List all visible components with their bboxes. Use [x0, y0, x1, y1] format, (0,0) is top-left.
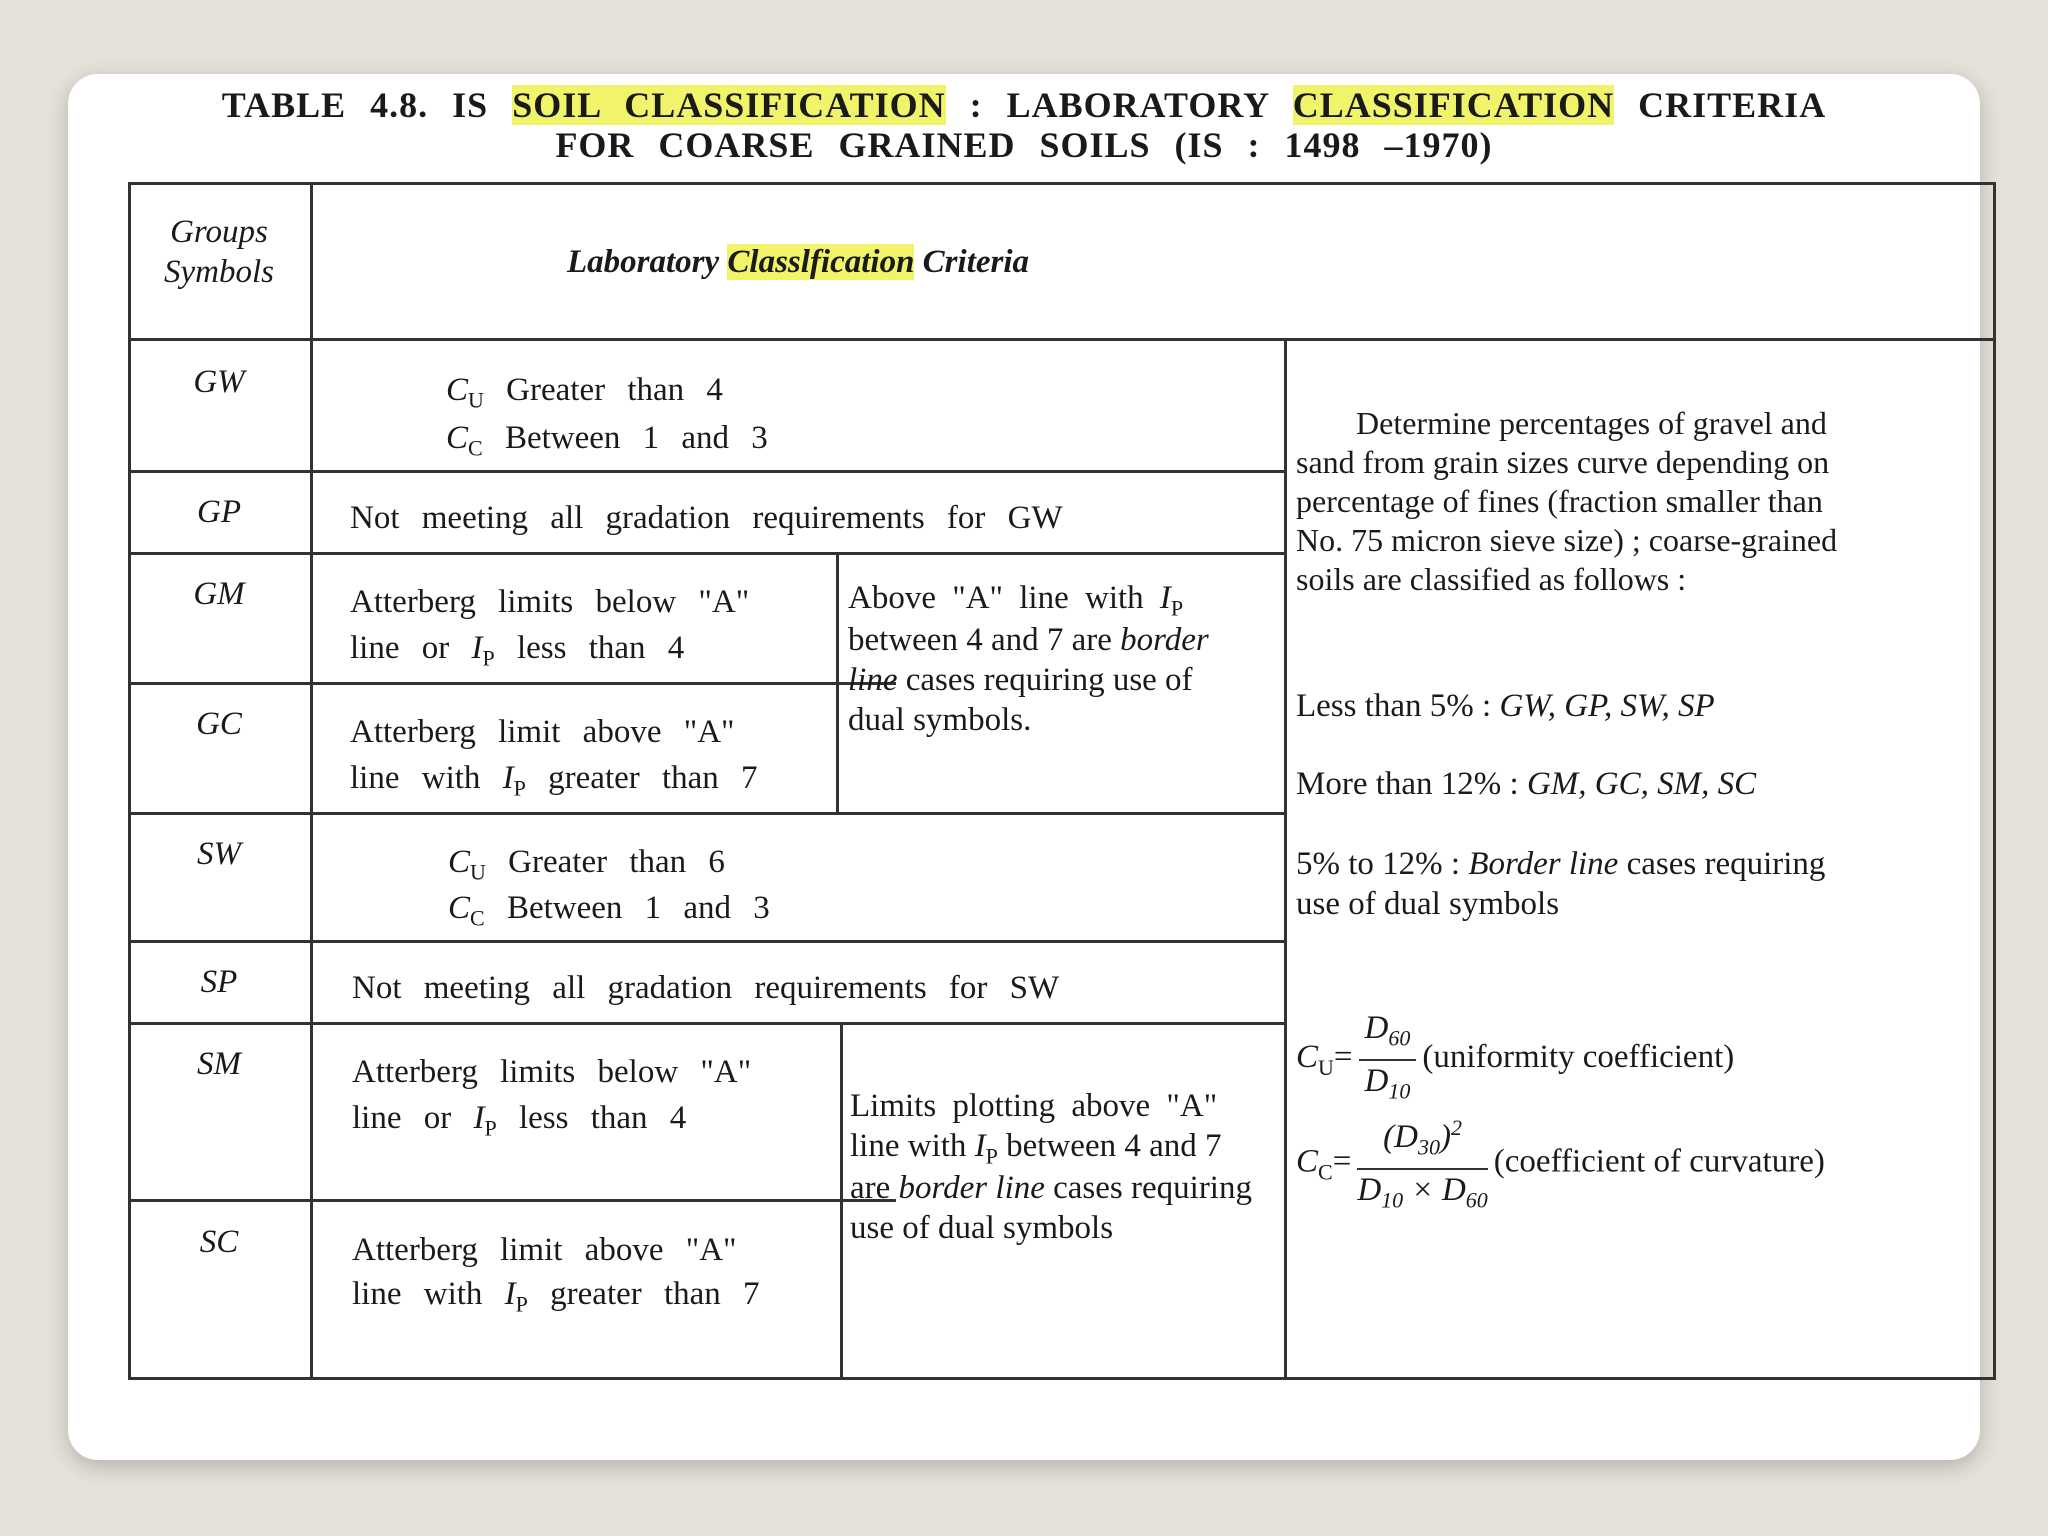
fines-borderline-line-1: 5% to 12% : Border line cases requiring: [1296, 846, 1826, 882]
row-gc-symbol: GC: [196, 706, 242, 742]
row-sc-line1: Atterberg limit above "A": [352, 1232, 737, 1268]
table-title-line-1: TABLE 4.8. IS SOIL CLASSIFICATION : LABORATORY CLASSIFICATION CRITERIA: [221, 85, 1827, 125]
gravel-borderline-note-4: dual symbols.: [848, 702, 1032, 738]
right-panel-intro: Determine percentages of gravel and sand from grain sizes curve depending on percentage of fines (fraction smaller than No. 75 micron sieve size) ; coarse-grained soils are classified as follows :: [1296, 405, 1838, 597]
sand-borderline-note-2: line with $I_P$ between 4 and 7: [850, 1128, 1222, 1169]
row-sm-line1: Atterberg limits below "A": [352, 1054, 752, 1090]
row-gw-cu: $C_U$ Greater than 4: [446, 372, 723, 413]
row-gm-line2: line or $I_P$ less than 4: [350, 630, 685, 671]
row-gw-cc: $C_C$ Between 1 and 3: [446, 420, 768, 461]
row-gm-symbol: GM: [193, 576, 245, 612]
cu-fraction: $\frac{D_{60}}{D_{10}}$: [1359, 1008, 1417, 1111]
title-highlight-2: CLASSIFICATION: [1292, 85, 1615, 125]
row-gp-symbol: GP: [197, 494, 241, 530]
row-gw-symbol: GW: [193, 364, 245, 400]
fines-borderline-line-2: use of dual symbols: [1296, 886, 1560, 922]
header-criteria-highlight: Classlfication: [727, 244, 915, 280]
sand-borderline-note-4: use of dual symbols: [850, 1210, 1114, 1246]
row-sw-cc: $C_C$ Between 1 and 3: [448, 890, 770, 931]
gravel-borderline-note-2: between 4 and 7 are border: [848, 622, 1209, 658]
row-sp-symbol: SP: [200, 964, 238, 1000]
row-gm-line1: Atterberg limits below "A": [350, 584, 750, 620]
row-gc-line2: line with $I_P$ greater than 7: [350, 760, 758, 801]
fines-less-than-5: Less than 5% : GW, GP, SW, SP: [1296, 688, 1715, 724]
row-gp-text: Not meeting all gradation requirements for GW: [350, 500, 1063, 536]
row-sp-text: Not meeting all gradation requirements for SW: [352, 970, 1060, 1006]
gravel-borderline-note-3: line cases requiring use of: [848, 662, 1193, 698]
header-criteria: Laboratory Classlfication Criteria: [566, 244, 1030, 280]
sand-borderline-note-1: Limits plotting above "A": [850, 1088, 1218, 1124]
document-card: [68, 74, 1980, 1460]
row-gc-line1: Atterberg limit above "A": [350, 714, 735, 750]
cc-fraction: $\frac{(D_{30})^2}{D_{10} \times D_{60}}$: [1357, 1108, 1487, 1220]
table-title-line-2: FOR COARSE GRAINED SOILS (IS : 1498 –1970): [555, 125, 1493, 165]
row-sw-cu: $C_U$ Greater than 6: [448, 844, 725, 885]
row-sm-line2: line or $I_P$ less than 4: [352, 1100, 687, 1141]
fines-more-than-12: More than 12% : GM, GC, SM, SC: [1296, 766, 1757, 802]
row-sc-line2: line with $I_P$ greater than 7: [352, 1276, 760, 1317]
curvature-coefficient-formula: $C_C=$ $\frac{(D_{30})^2}{D_{10} \times D_{60}}$ (coefficient of curvature): [1296, 1108, 1825, 1220]
sand-borderline-note-3: are border line cases requiring: [850, 1170, 1252, 1206]
row-sw-symbol: SW: [197, 836, 241, 872]
row-sc-symbol: SC: [199, 1224, 239, 1260]
header-groups-symbols: Groups Symbols: [164, 214, 274, 290]
gravel-borderline-note-1: Above "A" line with $I_P$: [848, 580, 1184, 621]
uniformity-coefficient-formula: $C_U=$ $\frac{D_{60}}{D_{10}}$ (uniformity coefficient): [1296, 1008, 1734, 1111]
title-highlight-1: SOIL CLASSIFICATION: [512, 85, 946, 125]
row-sm-symbol: SM: [197, 1046, 241, 1082]
